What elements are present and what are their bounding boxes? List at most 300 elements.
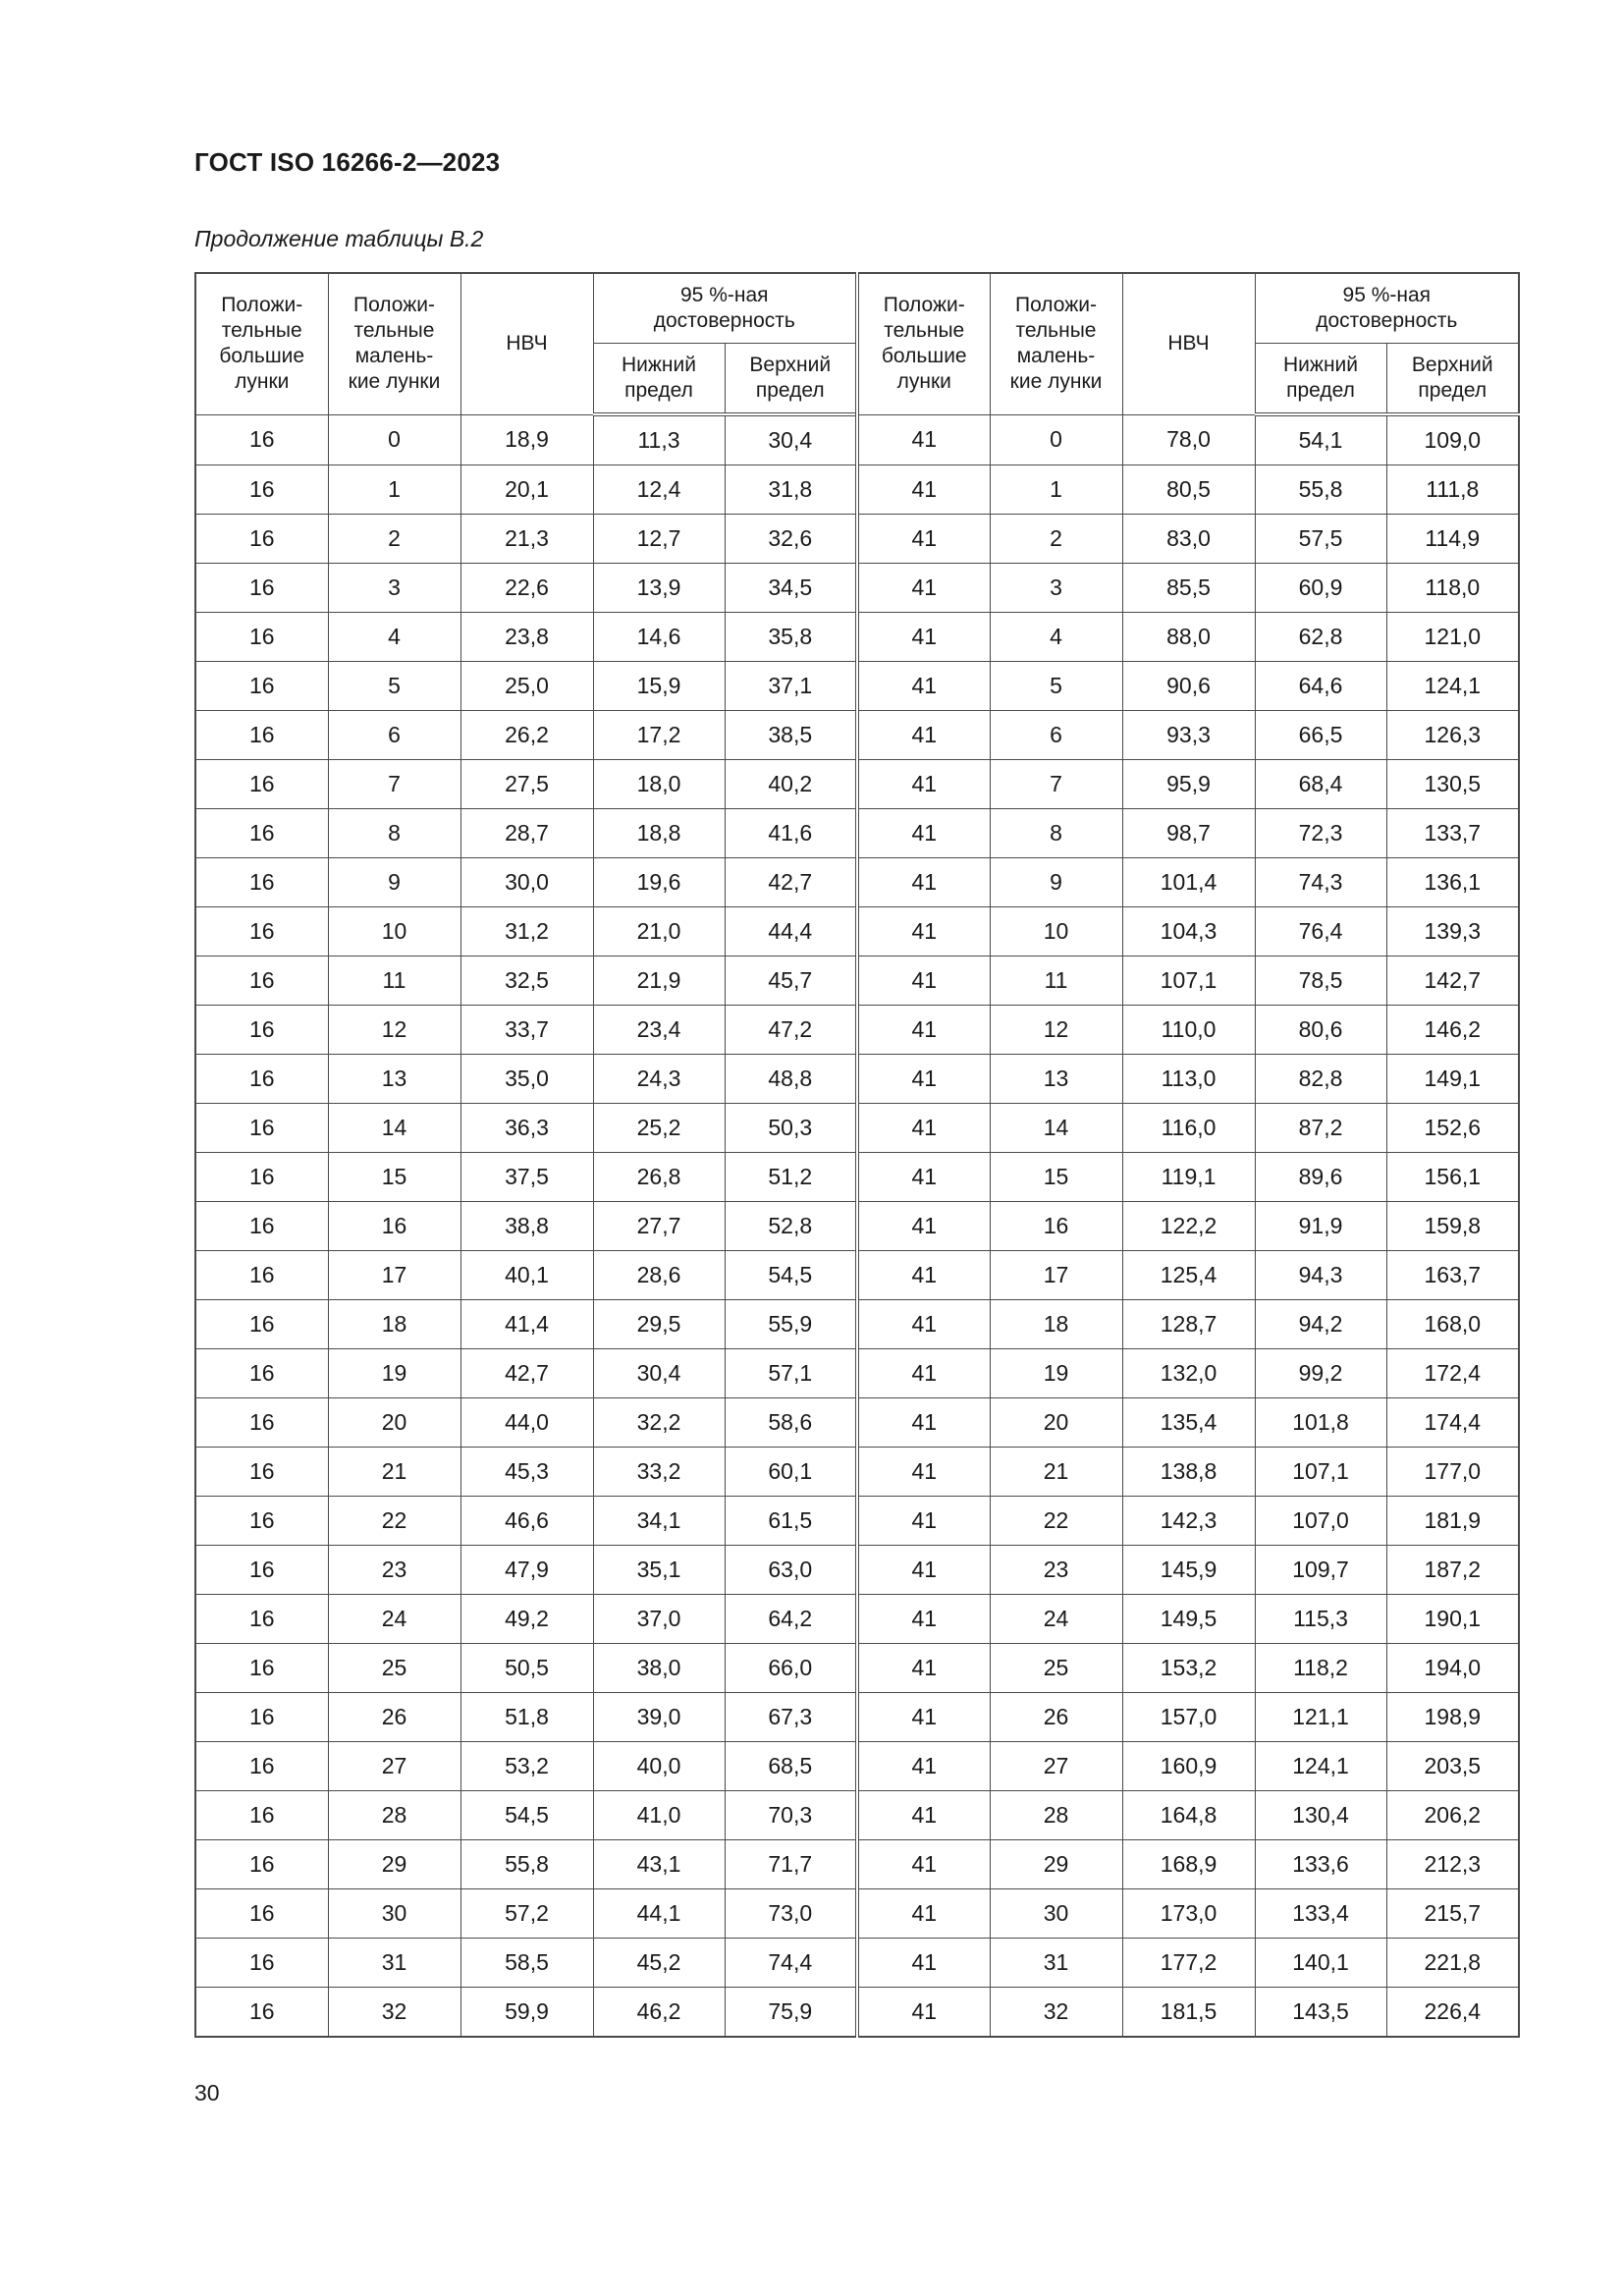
table-row xyxy=(195,564,1519,613)
table-cell: 142,3 xyxy=(1122,1497,1255,1546)
table-row xyxy=(195,1006,1519,1055)
table-cell: 32,6 xyxy=(725,515,857,564)
table-cell: 41 xyxy=(857,1693,990,1742)
table-cell: 67,3 xyxy=(725,1693,857,1742)
table-cell: 95,9 xyxy=(1122,760,1255,809)
table-cell: 133,6 xyxy=(1255,1840,1386,1889)
table-row xyxy=(195,1251,1519,1300)
table-cell: 71,7 xyxy=(725,1840,857,1889)
table-cell: 89,6 xyxy=(1255,1153,1386,1202)
table-cell: 12 xyxy=(328,1006,460,1055)
table-cell: 41 xyxy=(857,809,990,858)
table-cell: 160,9 xyxy=(1122,1742,1255,1791)
table-cell: 1 xyxy=(990,465,1122,515)
table-cell: 221,8 xyxy=(1386,1939,1519,1988)
table-row xyxy=(195,613,1519,662)
table-cell: 15 xyxy=(328,1153,460,1202)
table-cell: 226,4 xyxy=(1386,1988,1519,2038)
table-cell: 130,4 xyxy=(1255,1791,1386,1840)
table-cell: 41 xyxy=(857,662,990,711)
table-cell: 16 xyxy=(195,1693,328,1742)
table-cell: 215,7 xyxy=(1386,1889,1519,1939)
table-cell: 18 xyxy=(328,1300,460,1349)
table-cell: 74,3 xyxy=(1255,858,1386,907)
table-cell: 21 xyxy=(328,1448,460,1497)
table-cell: 51,2 xyxy=(725,1153,857,1202)
table-cell: 16 xyxy=(195,662,328,711)
table-cell: 26,8 xyxy=(593,1153,725,1202)
table-cell: 25 xyxy=(990,1644,1122,1693)
table-cell: 43,1 xyxy=(593,1840,725,1889)
table-cell: 31,2 xyxy=(460,907,593,957)
table-cell: 54,1 xyxy=(1255,414,1386,465)
table-row xyxy=(195,1988,1519,2038)
table-cell: 32 xyxy=(990,1988,1122,2038)
table-cell: 35,8 xyxy=(725,613,857,662)
table-cell: 145,9 xyxy=(1122,1546,1255,1595)
table-cell: 174,4 xyxy=(1386,1398,1519,1448)
table-cell: 6 xyxy=(990,711,1122,760)
table-cell: 41 xyxy=(857,1988,990,2038)
table-cell: 51,8 xyxy=(460,1693,593,1742)
header-mpn: НВЧ xyxy=(460,273,593,414)
table-cell: 41 xyxy=(857,957,990,1006)
table-row xyxy=(195,711,1519,760)
table-cell: 110,0 xyxy=(1122,1006,1255,1055)
table-cell: 39,0 xyxy=(593,1693,725,1742)
table-row xyxy=(195,1202,1519,1251)
table-row xyxy=(195,1840,1519,1889)
table-cell: 40,0 xyxy=(593,1742,725,1791)
table-cell: 17,2 xyxy=(593,711,725,760)
table-cell: 14 xyxy=(990,1104,1122,1153)
table-cell: 29,5 xyxy=(593,1300,725,1349)
table-cell: 87,2 xyxy=(1255,1104,1386,1153)
table-cell: 59,9 xyxy=(460,1988,593,2038)
table-cell: 41 xyxy=(857,1595,990,1644)
table-cell: 138,8 xyxy=(1122,1448,1255,1497)
table-cell: 27 xyxy=(328,1742,460,1791)
table-cell: 30,0 xyxy=(460,858,593,907)
table-cell: 45,3 xyxy=(460,1448,593,1497)
table-cell: 35,1 xyxy=(593,1546,725,1595)
table-cell: 16 xyxy=(195,1791,328,1840)
table-cell: 36,3 xyxy=(460,1104,593,1153)
table-cell: 54,5 xyxy=(725,1251,857,1300)
table-cell: 57,5 xyxy=(1255,515,1386,564)
table-cell: 3 xyxy=(328,564,460,613)
table-cell: 194,0 xyxy=(1386,1644,1519,1693)
table-cell: 34,5 xyxy=(725,564,857,613)
header-upper-limit: Верхний предел xyxy=(1386,344,1519,415)
table-cell: 31 xyxy=(328,1939,460,1988)
table-cell: 41 xyxy=(857,1398,990,1448)
table-cell: 28,6 xyxy=(593,1251,725,1300)
table-row xyxy=(195,858,1519,907)
table-cell: 4 xyxy=(328,613,460,662)
table-cell: 16 xyxy=(195,465,328,515)
table-cell: 29 xyxy=(990,1840,1122,1889)
table-cell: 115,3 xyxy=(1255,1595,1386,1644)
table-cell: 31 xyxy=(990,1939,1122,1988)
table-cell: 18 xyxy=(990,1300,1122,1349)
table-cell: 37,5 xyxy=(460,1153,593,1202)
table-cell: 172,4 xyxy=(1386,1349,1519,1398)
table-cell: 55,8 xyxy=(1255,465,1386,515)
table-cell: 74,4 xyxy=(725,1939,857,1988)
table-cell: 47,9 xyxy=(460,1546,593,1595)
table-cell: 24 xyxy=(328,1595,460,1644)
table-cell: 62,8 xyxy=(1255,613,1386,662)
table-cell: 152,6 xyxy=(1386,1104,1519,1153)
table-cell: 41 xyxy=(857,1840,990,1889)
table-cell: 32,5 xyxy=(460,957,593,1006)
table-cell: 16 xyxy=(195,957,328,1006)
table-cell: 68,4 xyxy=(1255,760,1386,809)
table-cell: 16 xyxy=(195,760,328,809)
table-cell: 163,7 xyxy=(1386,1251,1519,1300)
table-cell: 23,4 xyxy=(593,1006,725,1055)
table-cell: 93,3 xyxy=(1122,711,1255,760)
table-cell: 181,5 xyxy=(1122,1988,1255,2038)
table-cell: 27,7 xyxy=(593,1202,725,1251)
table-cell: 12 xyxy=(990,1006,1122,1055)
table-cell: 16 xyxy=(195,1202,328,1251)
table-cell: 4 xyxy=(990,613,1122,662)
table-cell: 41 xyxy=(857,1889,990,1939)
table-cell: 83,0 xyxy=(1122,515,1255,564)
table-cell: 16 xyxy=(195,1104,328,1153)
header-lower-limit: Нижний предел xyxy=(593,344,725,415)
table-cell: 18,0 xyxy=(593,760,725,809)
table-cell: 126,3 xyxy=(1386,711,1519,760)
table-cell: 41 xyxy=(857,858,990,907)
table-cell: 25,0 xyxy=(460,662,593,711)
table-body xyxy=(195,414,1519,2037)
table-cell: 41 xyxy=(857,1251,990,1300)
table-row xyxy=(195,1448,1519,1497)
table-cell: 66,5 xyxy=(1255,711,1386,760)
table-caption: Продолжение таблицы В.2 xyxy=(194,226,484,251)
table-cell: 41 xyxy=(857,1448,990,1497)
table-cell: 41 xyxy=(857,1300,990,1349)
table-cell: 135,4 xyxy=(1122,1398,1255,1448)
table-cell: 82,8 xyxy=(1255,1055,1386,1104)
table-cell: 24 xyxy=(990,1595,1122,1644)
table-row xyxy=(195,957,1519,1006)
table-cell: 68,5 xyxy=(725,1742,857,1791)
table-cell: 46,2 xyxy=(593,1988,725,2038)
table-cell: 14,6 xyxy=(593,613,725,662)
table-row xyxy=(195,760,1519,809)
table-cell: 101,4 xyxy=(1122,858,1255,907)
table-cell: 16 xyxy=(328,1202,460,1251)
table-cell: 41 xyxy=(857,907,990,957)
table-cell: 107,1 xyxy=(1122,957,1255,1006)
mpn-table xyxy=(194,272,1520,2038)
table-cell: 21,3 xyxy=(460,515,593,564)
table-cell: 46,6 xyxy=(460,1497,593,1546)
table-cell: 94,2 xyxy=(1255,1300,1386,1349)
table-cell: 22 xyxy=(328,1497,460,1546)
table-cell: 15,9 xyxy=(593,662,725,711)
table-cell: 20,1 xyxy=(460,465,593,515)
table-cell: 41 xyxy=(857,564,990,613)
table-cell: 58,6 xyxy=(725,1398,857,1448)
table-cell: 99,2 xyxy=(1255,1349,1386,1398)
table-cell: 41 xyxy=(857,1153,990,1202)
table-row xyxy=(195,1889,1519,1939)
table-cell: 10 xyxy=(328,907,460,957)
table-cell: 3 xyxy=(990,564,1122,613)
table-cell: 63,0 xyxy=(725,1546,857,1595)
table-cell: 53,2 xyxy=(460,1742,593,1791)
table-cell: 41 xyxy=(857,1791,990,1840)
table-cell: 44,1 xyxy=(593,1889,725,1939)
table-cell: 34,1 xyxy=(593,1497,725,1546)
table-cell: 60,1 xyxy=(725,1448,857,1497)
table-cell: 101,8 xyxy=(1255,1398,1386,1448)
table-cell: 22 xyxy=(990,1497,1122,1546)
table-cell: 16 xyxy=(195,1448,328,1497)
table-cell: 50,5 xyxy=(460,1644,593,1693)
table-cell: 61,5 xyxy=(725,1497,857,1546)
table-cell: 16 xyxy=(195,1006,328,1055)
table-cell: 9 xyxy=(990,858,1122,907)
table-cell: 41 xyxy=(857,1546,990,1595)
table-row xyxy=(195,1398,1519,1448)
table-row xyxy=(195,1939,1519,1988)
table-cell: 26 xyxy=(328,1693,460,1742)
table-cell: 104,3 xyxy=(1122,907,1255,957)
table-cell: 0 xyxy=(990,414,1122,465)
table-cell: 11 xyxy=(990,957,1122,1006)
table-cell: 88,0 xyxy=(1122,613,1255,662)
table-cell: 32 xyxy=(328,1988,460,2038)
table-cell: 29 xyxy=(328,1840,460,1889)
table-cell: 16 xyxy=(990,1202,1122,1251)
table-cell: 173,0 xyxy=(1122,1889,1255,1939)
document-title: ГОСТ ISO 16266-2—2023 xyxy=(194,147,501,177)
table-cell: 13 xyxy=(990,1055,1122,1104)
table-cell: 16 xyxy=(195,1349,328,1398)
table-cell: 25 xyxy=(328,1644,460,1693)
table-cell: 38,0 xyxy=(593,1644,725,1693)
table-cell: 116,0 xyxy=(1122,1104,1255,1153)
table-row xyxy=(195,1546,1519,1595)
table-cell: 21 xyxy=(990,1448,1122,1497)
table-cell: 146,2 xyxy=(1386,1006,1519,1055)
table-row xyxy=(195,1300,1519,1349)
table-row xyxy=(195,1055,1519,1104)
header-big-wells: Положи- тельные большие лунки xyxy=(195,273,328,414)
table-cell: 16 xyxy=(195,1546,328,1595)
table-cell: 26 xyxy=(990,1693,1122,1742)
table-cell: 41 xyxy=(857,1104,990,1153)
table-cell: 78,5 xyxy=(1255,957,1386,1006)
table-cell: 190,1 xyxy=(1386,1595,1519,1644)
table-cell: 16 xyxy=(195,711,328,760)
table-cell: 16 xyxy=(195,414,328,465)
table-cell: 66,0 xyxy=(725,1644,857,1693)
table-cell: 13,9 xyxy=(593,564,725,613)
table-cell: 203,5 xyxy=(1386,1742,1519,1791)
table-cell: 132,0 xyxy=(1122,1349,1255,1398)
table-cell: 149,5 xyxy=(1122,1595,1255,1644)
table-cell: 7 xyxy=(990,760,1122,809)
table-cell: 1 xyxy=(328,465,460,515)
table-cell: 19,6 xyxy=(593,858,725,907)
table-cell: 58,5 xyxy=(460,1939,593,1988)
table-cell: 139,3 xyxy=(1386,907,1519,957)
table-cell: 107,1 xyxy=(1255,1448,1386,1497)
table-cell: 45,7 xyxy=(725,957,857,1006)
table-cell: 164,8 xyxy=(1122,1791,1255,1840)
table-cell: 22,6 xyxy=(460,564,593,613)
table-cell: 41 xyxy=(857,1939,990,1988)
table-cell: 20 xyxy=(328,1398,460,1448)
table-cell: 42,7 xyxy=(460,1349,593,1398)
table-cell: 118,2 xyxy=(1255,1644,1386,1693)
header-confidence: 95 %-ная достоверность xyxy=(593,273,857,344)
table-cell: 124,1 xyxy=(1386,662,1519,711)
table-cell: 0 xyxy=(328,414,460,465)
table-cell: 41 xyxy=(857,1055,990,1104)
header-big-wells: Положи- тельные большие лунки xyxy=(857,273,990,414)
table-cell: 23,8 xyxy=(460,613,593,662)
table-cell: 49,2 xyxy=(460,1595,593,1644)
table-cell: 153,2 xyxy=(1122,1644,1255,1693)
header-upper-limit: Верхний предел xyxy=(725,344,857,415)
table-cell: 18,8 xyxy=(593,809,725,858)
table-cell: 85,5 xyxy=(1122,564,1255,613)
table-cell: 121,0 xyxy=(1386,613,1519,662)
table-cell: 30 xyxy=(328,1889,460,1939)
table-cell: 41 xyxy=(857,1006,990,1055)
table-cell: 20 xyxy=(990,1398,1122,1448)
table-cell: 6 xyxy=(328,711,460,760)
table-cell: 111,8 xyxy=(1386,465,1519,515)
table-cell: 12,7 xyxy=(593,515,725,564)
table-cell: 90,6 xyxy=(1122,662,1255,711)
table-cell: 33,2 xyxy=(593,1448,725,1497)
table-row xyxy=(195,1791,1519,1840)
table-cell: 140,1 xyxy=(1255,1939,1386,1988)
table-cell: 26,2 xyxy=(460,711,593,760)
table-cell: 16 xyxy=(195,1497,328,1546)
table-cell: 124,1 xyxy=(1255,1742,1386,1791)
table-cell: 21,9 xyxy=(593,957,725,1006)
table-row xyxy=(195,1693,1519,1742)
table-cell: 45,2 xyxy=(593,1939,725,1988)
table-cell: 41 xyxy=(857,1349,990,1398)
table-cell: 21,0 xyxy=(593,907,725,957)
table-cell: 198,9 xyxy=(1386,1693,1519,1742)
table-cell: 30 xyxy=(990,1889,1122,1939)
table-cell: 16 xyxy=(195,858,328,907)
table-cell: 181,9 xyxy=(1386,1497,1519,1546)
table-cell: 50,3 xyxy=(725,1104,857,1153)
table-cell: 41 xyxy=(857,1742,990,1791)
table-cell: 72,3 xyxy=(1255,809,1386,858)
table-cell: 40,1 xyxy=(460,1251,593,1300)
header-small-wells: Положи- тельные малень- кие лунки xyxy=(328,273,460,414)
table-cell: 64,6 xyxy=(1255,662,1386,711)
table-cell: 16 xyxy=(195,1840,328,1889)
table-cell: 128,7 xyxy=(1122,1300,1255,1349)
table-cell: 122,2 xyxy=(1122,1202,1255,1251)
table-cell: 23 xyxy=(990,1546,1122,1595)
table-cell: 44,4 xyxy=(725,907,857,957)
table-cell: 16 xyxy=(195,1988,328,2038)
table-cell: 41 xyxy=(857,1644,990,1693)
table-cell: 41 xyxy=(857,414,990,465)
table-cell: 31,8 xyxy=(725,465,857,515)
table-cell: 2 xyxy=(328,515,460,564)
table-cell: 159,8 xyxy=(1386,1202,1519,1251)
table-row xyxy=(195,1349,1519,1398)
table-cell: 16 xyxy=(195,564,328,613)
table-row xyxy=(195,1104,1519,1153)
table-cell: 16 xyxy=(195,1742,328,1791)
table-cell: 16 xyxy=(195,1939,328,1988)
table-cell: 47,2 xyxy=(725,1006,857,1055)
table-cell: 57,2 xyxy=(460,1889,593,1939)
table-cell: 38,5 xyxy=(725,711,857,760)
table-cell: 33,7 xyxy=(460,1006,593,1055)
table-cell: 55,9 xyxy=(725,1300,857,1349)
table-row xyxy=(195,1497,1519,1546)
table-cell: 9 xyxy=(328,858,460,907)
table-row xyxy=(195,1595,1519,1644)
table-cell: 35,0 xyxy=(460,1055,593,1104)
table-cell: 18,9 xyxy=(460,414,593,465)
table-cell: 113,0 xyxy=(1122,1055,1255,1104)
table-cell: 212,3 xyxy=(1386,1840,1519,1889)
table-cell: 7 xyxy=(328,760,460,809)
table-cell: 136,1 xyxy=(1386,858,1519,907)
table-cell: 28 xyxy=(990,1791,1122,1840)
table-cell: 16 xyxy=(195,1889,328,1939)
table-cell: 109,7 xyxy=(1255,1546,1386,1595)
table-cell: 177,0 xyxy=(1386,1448,1519,1497)
table-cell: 156,1 xyxy=(1386,1153,1519,1202)
table-cell: 16 xyxy=(195,1300,328,1349)
table-cell: 119,1 xyxy=(1122,1153,1255,1202)
table-row xyxy=(195,515,1519,564)
table-cell: 70,3 xyxy=(725,1791,857,1840)
table-cell: 17 xyxy=(990,1251,1122,1300)
table-cell: 32,2 xyxy=(593,1398,725,1448)
table-cell: 13 xyxy=(328,1055,460,1104)
table-cell: 37,1 xyxy=(725,662,857,711)
table-cell: 2 xyxy=(990,515,1122,564)
table-cell: 41 xyxy=(857,760,990,809)
table-cell: 16 xyxy=(195,809,328,858)
table-cell: 41,0 xyxy=(593,1791,725,1840)
table-cell: 149,1 xyxy=(1386,1055,1519,1104)
table-cell: 168,9 xyxy=(1122,1840,1255,1889)
table-cell: 114,9 xyxy=(1386,515,1519,564)
table-cell: 64,2 xyxy=(725,1595,857,1644)
table-cell: 16 xyxy=(195,1644,328,1693)
table-cell: 133,7 xyxy=(1386,809,1519,858)
table-cell: 118,0 xyxy=(1386,564,1519,613)
table-cell: 73,0 xyxy=(725,1889,857,1939)
table-cell: 157,0 xyxy=(1122,1693,1255,1742)
table-cell: 16 xyxy=(195,515,328,564)
table-cell: 17 xyxy=(328,1251,460,1300)
